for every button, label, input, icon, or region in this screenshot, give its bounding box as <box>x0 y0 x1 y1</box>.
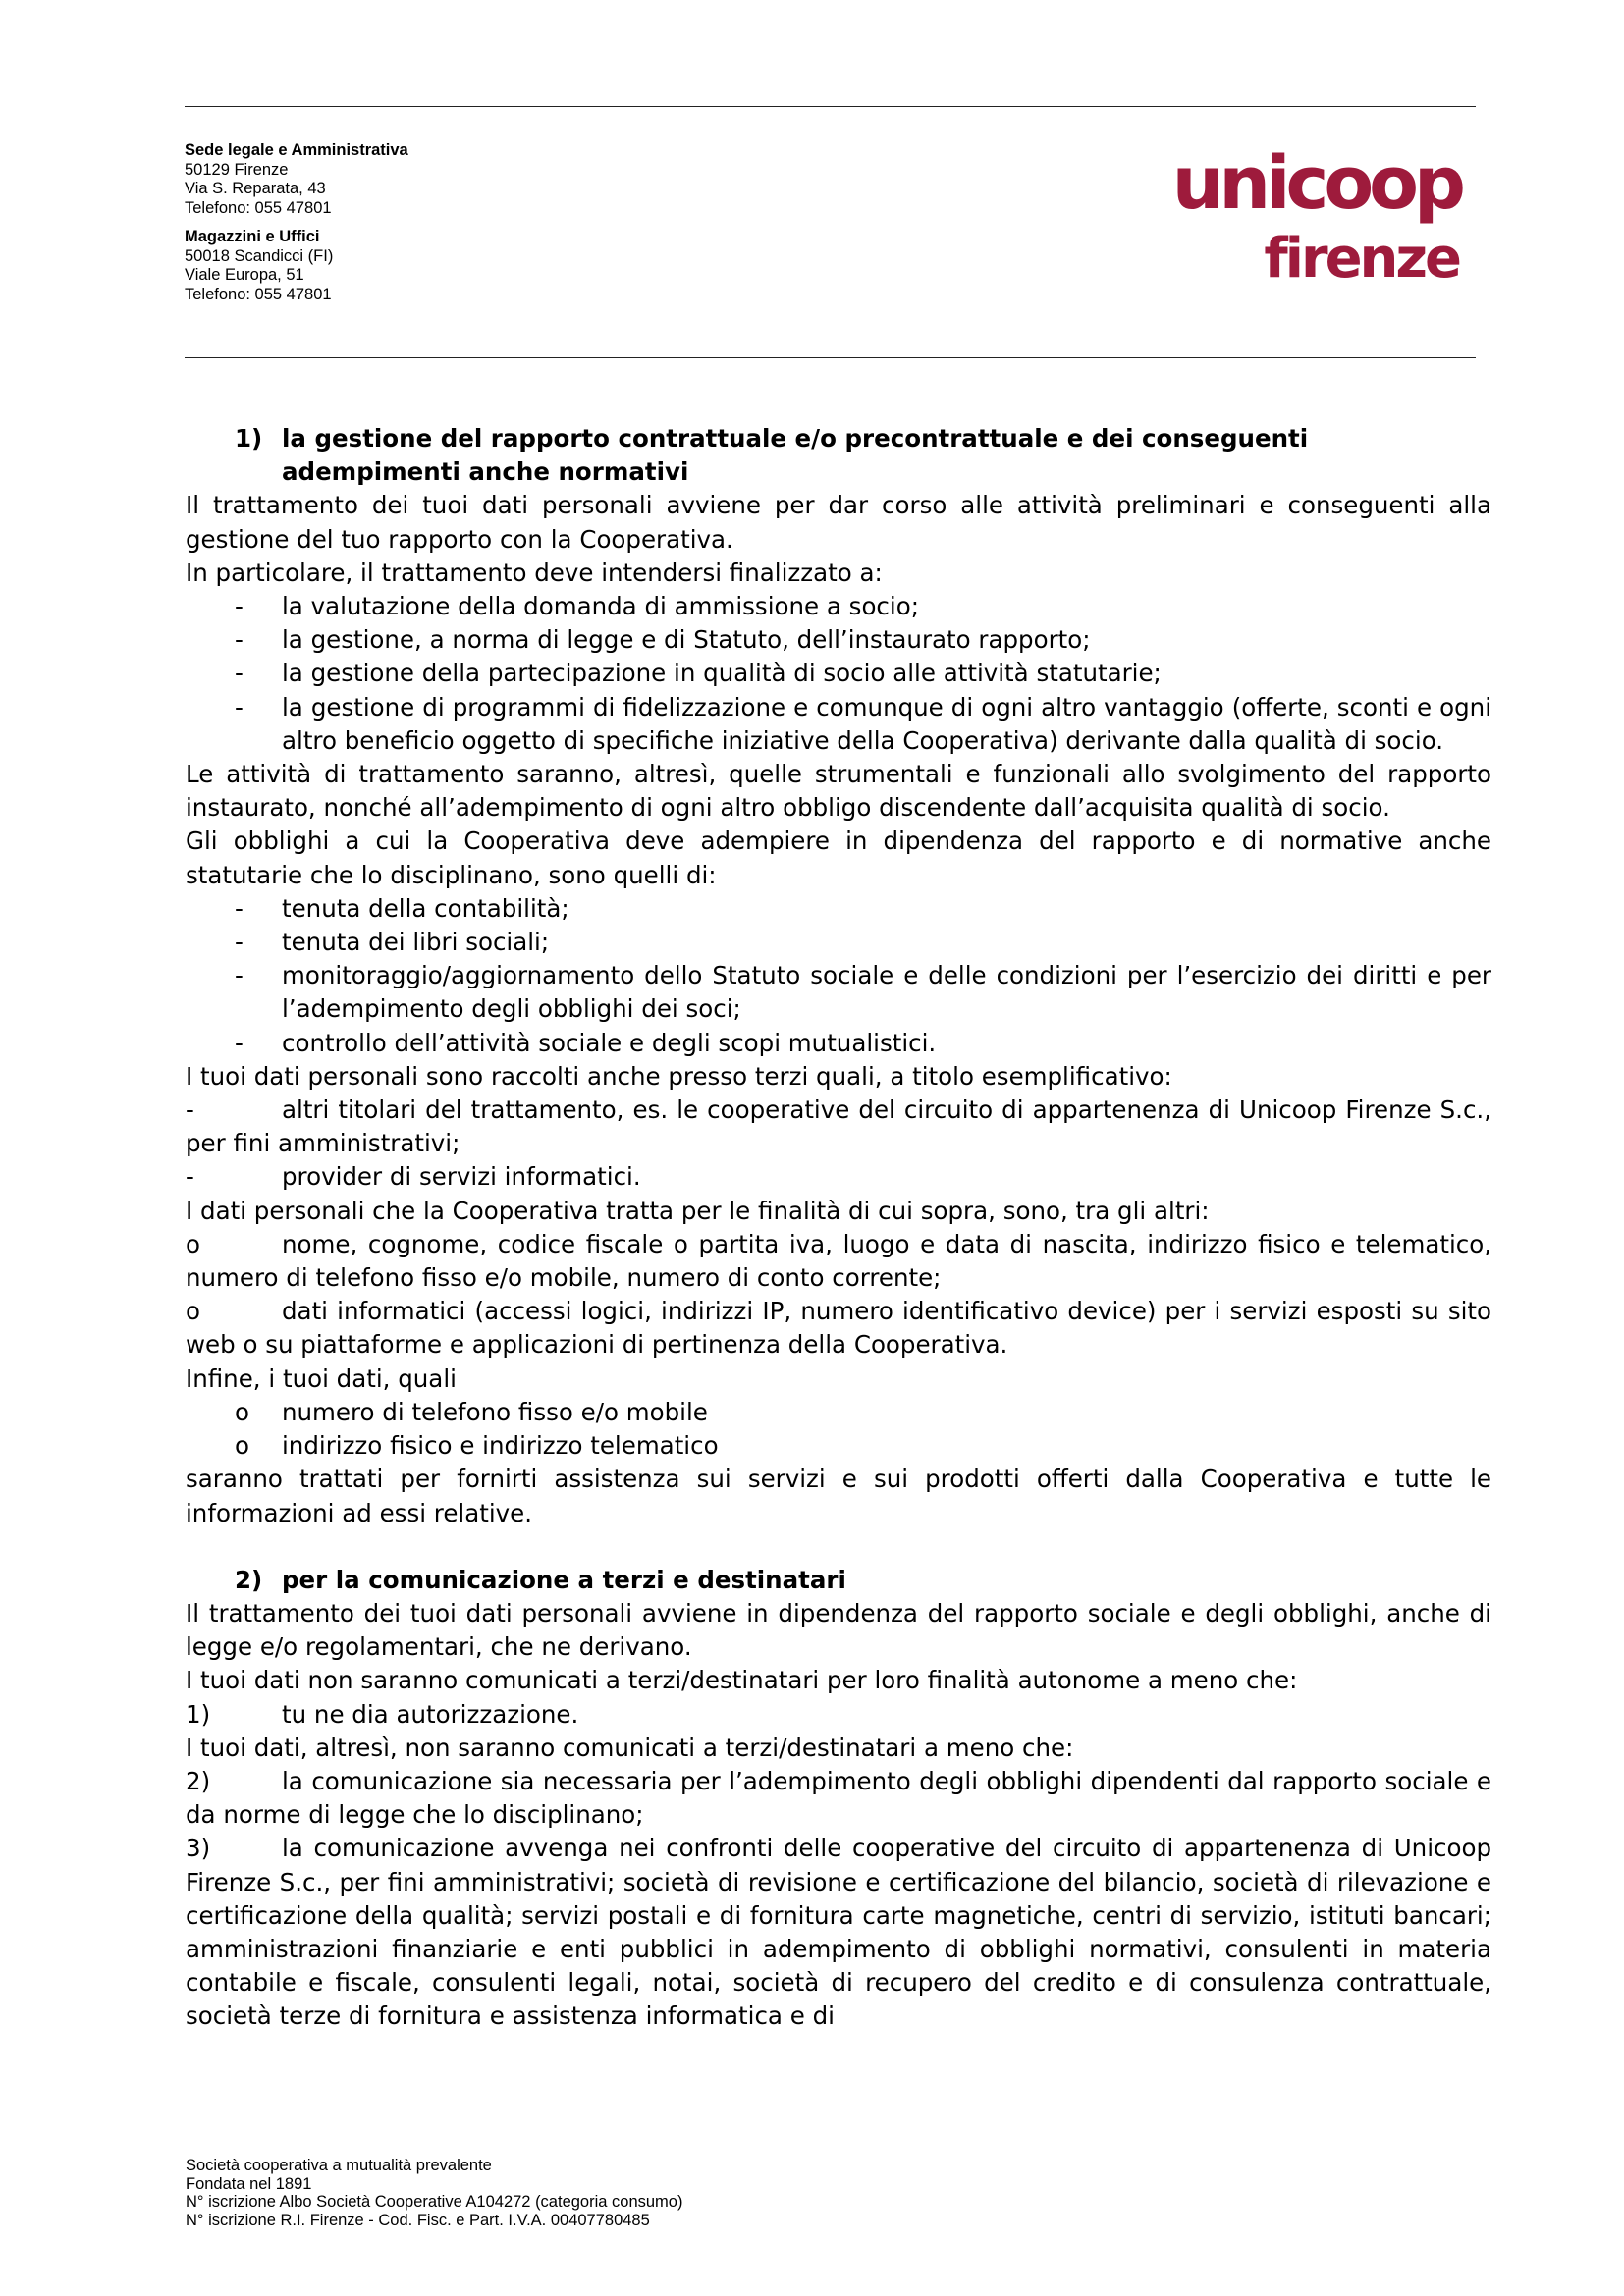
list-item: - monitoraggio/aggiornamento dello Statuto sociale e delle condizioni per l’esercizio dei diritti e per l’adempimento degli obblighi dei soci; <box>186 959 1491 1026</box>
list-item-text: nome, cognome, codice fiscale o partita iva, luogo e data di nascita, indirizzo fisico e telematico, numero di telefono fisso e/o mobile, numero di conto corrente; <box>186 1229 1491 1293</box>
section-1-heading <box>186 422 1491 489</box>
list-item-text: dati informatici (accessi logici, indirizzi IP, numero identificativo device) per i servizi esposti su sito web o su piattaforme e applicazioni di pertinenza della Cooperativa. <box>186 1297 1491 1360</box>
item-number: 2) <box>186 1766 211 1795</box>
item-text: la comunicazione avvenga nei confronti delle cooperative del circuito di appartenenza di Unicoop Firenze S.c., per fini amministrativi; società di revisione e certificazione del bilancio, società di rilevazione e certificazione della qualità; servizi postali e di fornitura carte magnetiche, centri di servizio, istituti bancari; amministrazioni finanziarie e enti pubblici in adempimento di obblighi normativi, consulenti in materia contabile e fiscale, consulenti legali, notai, società di recupero del credito e di consulenza contrattuale, società terze di fornitura e assistenza informatica e di <box>186 1834 1491 2031</box>
list-item-text: la gestione della partecipazione in qualità di socio alle attività statutarie; <box>282 659 1162 688</box>
section-title: la gestione del rapporto contrattuale e/o precontrattuale e dei conseguenti adempimenti anche normativi <box>282 424 1309 487</box>
item-number: 1) <box>186 1699 211 1729</box>
list-item: - altri titolari del trattamento, es. le cooperative del circuito di appartenenza di Unicoop Firenze S.c., per fini amministrativi; <box>186 1095 1491 1158</box>
footer-line: N° iscrizione Albo Società Cooperative A104272 (categoria consumo) <box>186 2193 683 2211</box>
list-item: o nome, cognome, codice fiscale o partita iva, luogo e data di nascita, indirizzo fisico e telematico, numero di telefono fisso e/o mobile, numero di conto corrente; <box>186 1229 1491 1293</box>
list-item-text: altri titolari del trattamento, es. le cooperative del circuito di appartenenza di Unicoop Firenze S.c., per fini amministrativi; <box>186 1095 1491 1158</box>
svg-text:firenze: firenze <box>1264 227 1459 291</box>
list-item: - tenuta della contabilità; <box>186 892 1491 926</box>
paragraph: I tuoi dati non saranno comunicati a terzi/destinatari per loro finalità autonome a meno che: <box>186 1666 1298 1695</box>
logo-graphic <box>1134 147 1468 294</box>
page-footer <box>186 2157 682 2229</box>
section-2-heading <box>186 1564 1491 1597</box>
numbered-item <box>186 1832 1491 2033</box>
paragraph: In particolare, il trattamento deve intendersi finalizzato a: <box>186 558 883 587</box>
footer-line: N° iscrizione R.I. Firenze - Cod. Fisc. e Part. I.V.A. 00407780485 <box>186 2211 650 2229</box>
list-item: - la valutazione della domanda di ammissione a socio; <box>186 590 1491 623</box>
paragraph: Gli obblighi a cui la Cooperativa deve adempiere in dipendenza del rapporto e di normative anche statutarie che lo disciplinano, sono quelli di: <box>186 827 1491 889</box>
unicoop-firenze-logo <box>1134 147 1468 294</box>
header-bottom-rule <box>185 357 1476 358</box>
item-text: tu ne dia autorizzazione. <box>282 1699 579 1729</box>
warehouse-block <box>185 228 408 304</box>
section-title: per la comunicazione a terzi e destinatari <box>282 1565 846 1594</box>
list-item: - provider di servizi informatici. <box>186 1162 641 1192</box>
address-line: 50018 Scandicci (FI) <box>185 246 334 265</box>
paragraph: Infine, i tuoi dati, quali <box>186 1363 457 1393</box>
list-item-text: la gestione di programmi di fidelizzazione e comunque di ogni altro vantaggio (offerte, sconti e ogni altro beneficio oggetto di specifiche iniziative della Cooperativa) derivante dalla qualità di socio. <box>282 692 1491 755</box>
list-item-text: numero di telefono fisso e/o mobile <box>282 1397 708 1426</box>
list-item: o dati informatici (accessi logici, indirizzi IP, numero identificativo device) per i servizi esposti su sito web o su piattaforme e applicazioni di pertinenza della Cooperativa. <box>186 1297 1491 1360</box>
paragraph: I tuoi dati, altresì, non saranno comunicati a terzi/destinatari a meno che: <box>186 1733 1074 1762</box>
address-line: Viale Europa, 51 <box>185 266 304 284</box>
list-item-text: indirizzo fisico e indirizzo telematico <box>282 1431 719 1461</box>
item-text: la comunicazione sia necessaria per l’adempimento degli obblighi dipendenti dal rapporto sociale e da norme di legge che lo disciplinano; <box>186 1766 1491 1830</box>
list-item-text: la gestione, a norma di legge e di Statuto, dell’instaurato rapporto; <box>282 625 1091 655</box>
footer-line: Società cooperativa a mutualità prevalente <box>186 2157 492 2174</box>
header-top-rule <box>185 106 1476 107</box>
svg-text:unicoop: unicoop <box>1171 147 1461 226</box>
list-item: - controllo dell’attività sociale e degli scopi mutualistici. <box>186 1027 1491 1060</box>
footer-line: Fondata nel 1891 <box>186 2174 312 2193</box>
list-item: - la gestione, a norma di legge e di Statuto, dell’instaurato rapporto; <box>186 623 1491 657</box>
legal-office-title: Sede legale e Amministrativa <box>185 141 408 159</box>
item-number: 3) <box>186 1834 211 1863</box>
section-number: 1) <box>235 424 263 453</box>
list-item-text: monitoraggio/aggiornamento dello Statuto sociale e delle condizioni per l’esercizio dei diritti e per l’adempimento degli obblighi dei soci; <box>282 961 1491 1024</box>
list-item: - la gestione della partecipazione in qualità di socio alle attività statutarie; <box>186 657 1491 690</box>
list-item-text: tenuta della contabilità; <box>282 893 569 923</box>
section-number: 2) <box>235 1565 263 1594</box>
phone-line: Telefono: 055 47801 <box>185 198 332 217</box>
phone-line: Telefono: 055 47801 <box>185 285 332 303</box>
list-item-text: provider di servizi informatici. <box>282 1162 641 1192</box>
list-item-text: controllo dell’attività sociale e degli scopi mutualistici. <box>282 1028 937 1057</box>
paragraph: Le attività di trattamento saranno, altresì, quelle strumentali e funzionali allo svolgimento del rapporto instaurato, nonché all’adempimento di ogni altro obbligo discendente dall’acquisita qualità di socio. <box>186 760 1491 823</box>
paragraph: Il trattamento dei tuoi dati personali avviene in dipendenza del rapporto sociale e degli obblighi, anche di legge e/o regolamentari, che ne derivano. <box>186 1598 1491 1662</box>
paragraph: saranno trattati per fornirti assistenza sui servizi e sui prodotti offerti dalla Cooperativa e tutte le informazioni ad essi relative. <box>186 1465 1491 1527</box>
company-addresses <box>185 141 408 304</box>
warehouse-title: Magazzini e Uffici <box>185 228 320 245</box>
list-item: o numero di telefono fisso e/o mobile <box>186 1396 1491 1429</box>
legal-office-block <box>185 141 408 218</box>
paragraph: I dati personali che la Cooperativa tratta per le finalità di cui sopra, sono, tra gli altri: <box>186 1196 1210 1225</box>
list-item-text: tenuta dei libri sociali; <box>282 928 550 957</box>
address-line: 50129 Firenze <box>185 160 289 179</box>
paragraph: Il trattamento dei tuoi dati personali avviene per dar corso alle attività preliminari e conseguenti alla gestione del tuo rapporto con la Cooperativa. <box>186 491 1491 554</box>
paragraph: I tuoi dati personali sono raccolti anche presso terzi quali, a titolo esemplificativo: <box>186 1061 1172 1091</box>
numbered-item <box>186 1765 1491 1832</box>
list-item: - tenuta dei libri sociali; <box>186 926 1491 959</box>
numbered-item <box>186 1698 1491 1732</box>
address-line: Via S. Reparata, 43 <box>185 180 326 197</box>
list-item: - la gestione di programmi di fidelizzazione e comunque di ogni altro vantaggio (offerte, sconti e ogni altro beneficio oggetto di specifiche iniziative della Cooperativa) derivante dalla qualità di socio. <box>186 691 1491 758</box>
list-item: o indirizzo fisico e indirizzo telematico <box>186 1429 1491 1463</box>
list-item-text: la valutazione della domanda di ammissione a socio; <box>282 592 919 621</box>
document-body <box>186 422 1491 2034</box>
